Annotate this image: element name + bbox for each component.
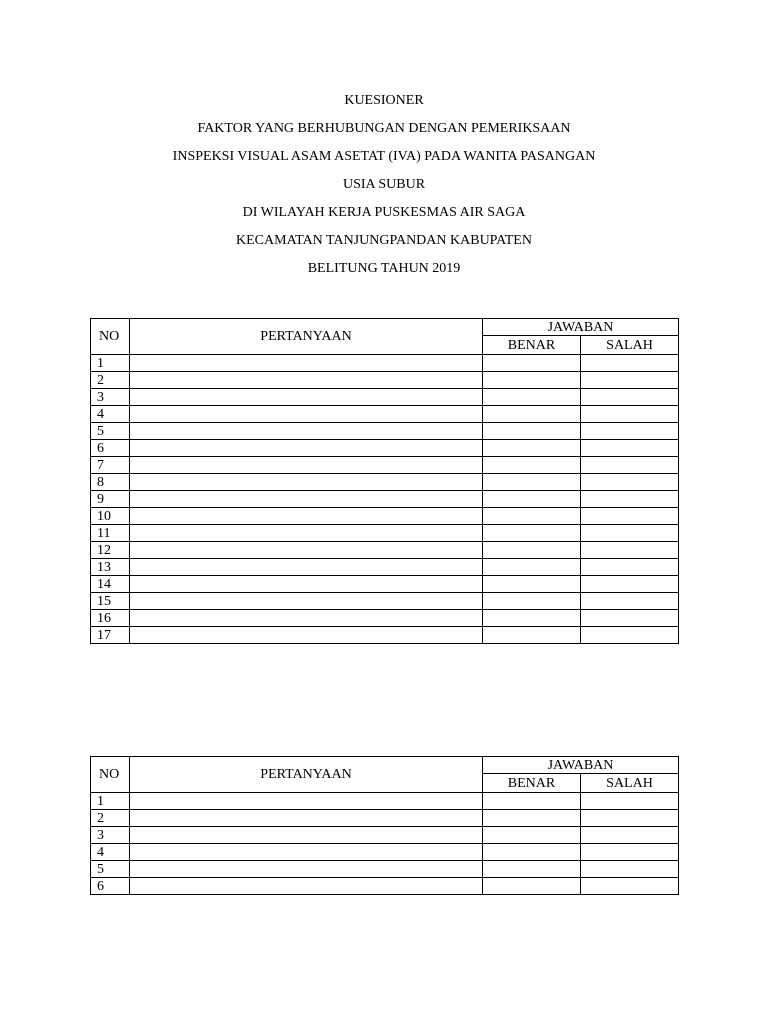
row-number: 13 xyxy=(91,559,130,576)
row-number: 3 xyxy=(91,827,130,844)
question-cell[interactable] xyxy=(130,576,483,593)
false-answer-cell[interactable] xyxy=(581,389,679,406)
row-number: 4 xyxy=(91,406,130,423)
table-row xyxy=(91,810,679,827)
row-number: 1 xyxy=(91,355,130,372)
row-number: 5 xyxy=(91,861,130,878)
document-title xyxy=(0,90,768,286)
false-answer-cell[interactable] xyxy=(581,610,679,627)
question-cell[interactable] xyxy=(130,861,483,878)
true-answer-cell[interactable] xyxy=(483,508,581,525)
false-answer-cell[interactable] xyxy=(581,827,679,844)
table-row xyxy=(91,372,679,389)
table-row xyxy=(91,861,679,878)
false-answer-cell[interactable] xyxy=(581,355,679,372)
question-cell[interactable] xyxy=(130,355,483,372)
no-header: NO xyxy=(91,319,130,355)
table-row xyxy=(91,525,679,542)
no-header: NO xyxy=(91,757,130,793)
false-answer-cell[interactable] xyxy=(581,844,679,861)
true-answer-cell[interactable] xyxy=(483,593,581,610)
table-2-body xyxy=(91,757,679,895)
true-answer-cell[interactable] xyxy=(483,559,581,576)
false-answer-cell[interactable] xyxy=(581,810,679,827)
true-answer-cell[interactable] xyxy=(483,423,581,440)
row-number: 10 xyxy=(91,508,130,525)
table-row xyxy=(91,610,679,627)
table-1-body xyxy=(91,319,679,644)
question-cell[interactable] xyxy=(130,474,483,491)
table-row xyxy=(91,827,679,844)
true-answer-cell[interactable] xyxy=(483,525,581,542)
true-answer-cell[interactable] xyxy=(483,372,581,389)
true-answer-cell[interactable] xyxy=(483,844,581,861)
true-answer-cell[interactable] xyxy=(483,457,581,474)
table-row xyxy=(91,559,679,576)
false-header: SALAH xyxy=(581,336,679,355)
false-answer-cell[interactable] xyxy=(581,491,679,508)
table-row xyxy=(91,355,679,372)
title-line: KECAMATAN TANJUNGPANDAN KABUPATEN xyxy=(236,233,532,248)
table-row xyxy=(91,627,679,644)
true-answer-cell[interactable] xyxy=(483,355,581,372)
question-cell[interactable] xyxy=(130,793,483,810)
false-answer-cell[interactable] xyxy=(581,406,679,423)
true-answer-cell[interactable] xyxy=(483,542,581,559)
question-cell[interactable] xyxy=(130,610,483,627)
table-row xyxy=(91,576,679,593)
row-number: 8 xyxy=(91,474,130,491)
row-number: 12 xyxy=(91,542,130,559)
true-answer-cell[interactable] xyxy=(483,810,581,827)
true-answer-cell[interactable] xyxy=(483,491,581,508)
table-row xyxy=(91,474,679,491)
table-row xyxy=(91,423,679,440)
title-line: FAKTOR YANG BERHUBUNGAN DENGAN PEMERIKSAAN xyxy=(197,121,571,136)
row-number: 7 xyxy=(91,457,130,474)
false-answer-cell[interactable] xyxy=(581,878,679,895)
true-answer-cell[interactable] xyxy=(483,610,581,627)
title-line: INSPEKSI VISUAL ASAM ASETAT (IVA) PADA WANITA PASANGAN xyxy=(172,149,596,164)
question-cell[interactable] xyxy=(130,457,483,474)
false-answer-cell[interactable] xyxy=(581,474,679,491)
true-answer-cell[interactable] xyxy=(483,827,581,844)
true-answer-cell[interactable] xyxy=(483,406,581,423)
question-cell[interactable] xyxy=(130,827,483,844)
question-cell[interactable] xyxy=(130,559,483,576)
question-cell[interactable] xyxy=(130,627,483,644)
table-row xyxy=(91,593,679,610)
table-row xyxy=(91,542,679,559)
title-line: DI WILAYAH KERJA PUSKESMAS AIR SAGA xyxy=(242,205,526,220)
row-number: 9 xyxy=(91,491,130,508)
true-answer-cell[interactable] xyxy=(483,576,581,593)
questionnaire-table-1 xyxy=(90,318,679,644)
false-answer-cell[interactable] xyxy=(581,793,679,810)
table-row xyxy=(91,878,679,895)
true-answer-cell[interactable] xyxy=(483,627,581,644)
table-row xyxy=(91,844,679,861)
true-answer-cell[interactable] xyxy=(483,440,581,457)
table-row xyxy=(91,440,679,457)
false-answer-cell[interactable] xyxy=(581,559,679,576)
title-line: USIA SUBUR xyxy=(342,177,426,192)
title-line: BELITUNG TAHUN 2019 xyxy=(307,261,461,276)
row-number: 4 xyxy=(91,844,130,861)
row-number: 5 xyxy=(91,423,130,440)
table-row xyxy=(91,491,679,508)
false-answer-cell[interactable] xyxy=(581,576,679,593)
false-answer-cell[interactable] xyxy=(581,440,679,457)
row-number: 2 xyxy=(91,810,130,827)
row-number: 15 xyxy=(91,593,130,610)
table-row xyxy=(91,389,679,406)
table-row xyxy=(91,406,679,423)
false-answer-cell[interactable] xyxy=(581,542,679,559)
question-cell[interactable] xyxy=(130,844,483,861)
false-answer-cell[interactable] xyxy=(581,861,679,878)
question-cell[interactable] xyxy=(130,389,483,406)
question-cell[interactable] xyxy=(130,542,483,559)
true-answer-cell[interactable] xyxy=(483,878,581,895)
answer-header: JAWABAN xyxy=(483,319,679,336)
question-cell[interactable] xyxy=(130,508,483,525)
question-cell[interactable] xyxy=(130,878,483,895)
false-answer-cell[interactable] xyxy=(581,508,679,525)
false-header: SALAH xyxy=(581,774,679,793)
true-header: BENAR xyxy=(483,774,581,793)
table-row xyxy=(91,793,679,810)
question-cell[interactable] xyxy=(130,810,483,827)
row-number: 6 xyxy=(91,878,130,895)
row-number: 3 xyxy=(91,389,130,406)
question-cell[interactable] xyxy=(130,440,483,457)
true-answer-cell[interactable] xyxy=(483,861,581,878)
answer-header: JAWABAN xyxy=(483,757,679,774)
row-number: 1 xyxy=(91,793,130,810)
title-line: KUESIONER xyxy=(344,93,424,108)
question-cell[interactable] xyxy=(130,423,483,440)
row-number: 14 xyxy=(91,576,130,593)
question-cell[interactable] xyxy=(130,372,483,389)
question-cell[interactable] xyxy=(130,593,483,610)
false-answer-cell[interactable] xyxy=(581,423,679,440)
false-answer-cell[interactable] xyxy=(581,627,679,644)
row-number: 11 xyxy=(91,525,130,542)
row-number: 17 xyxy=(91,627,130,644)
header-row xyxy=(91,757,679,774)
false-answer-cell[interactable] xyxy=(581,372,679,389)
question-header: PERTANYAAN xyxy=(130,319,483,355)
question-cell[interactable] xyxy=(130,525,483,542)
row-number: 16 xyxy=(91,610,130,627)
true-answer-cell[interactable] xyxy=(483,793,581,810)
row-number: 6 xyxy=(91,440,130,457)
true-header: BENAR xyxy=(483,336,581,355)
row-number: 2 xyxy=(91,372,130,389)
table-row xyxy=(91,508,679,525)
false-answer-cell[interactable] xyxy=(581,457,679,474)
false-answer-cell[interactable] xyxy=(581,525,679,542)
false-answer-cell[interactable] xyxy=(581,593,679,610)
true-answer-cell[interactable] xyxy=(483,389,581,406)
question-cell[interactable] xyxy=(130,491,483,508)
table-row xyxy=(91,457,679,474)
questionnaire-table-2 xyxy=(90,756,679,895)
question-cell[interactable] xyxy=(130,406,483,423)
header-row xyxy=(91,319,679,336)
question-header: PERTANYAAN xyxy=(130,757,483,793)
true-answer-cell[interactable] xyxy=(483,474,581,491)
